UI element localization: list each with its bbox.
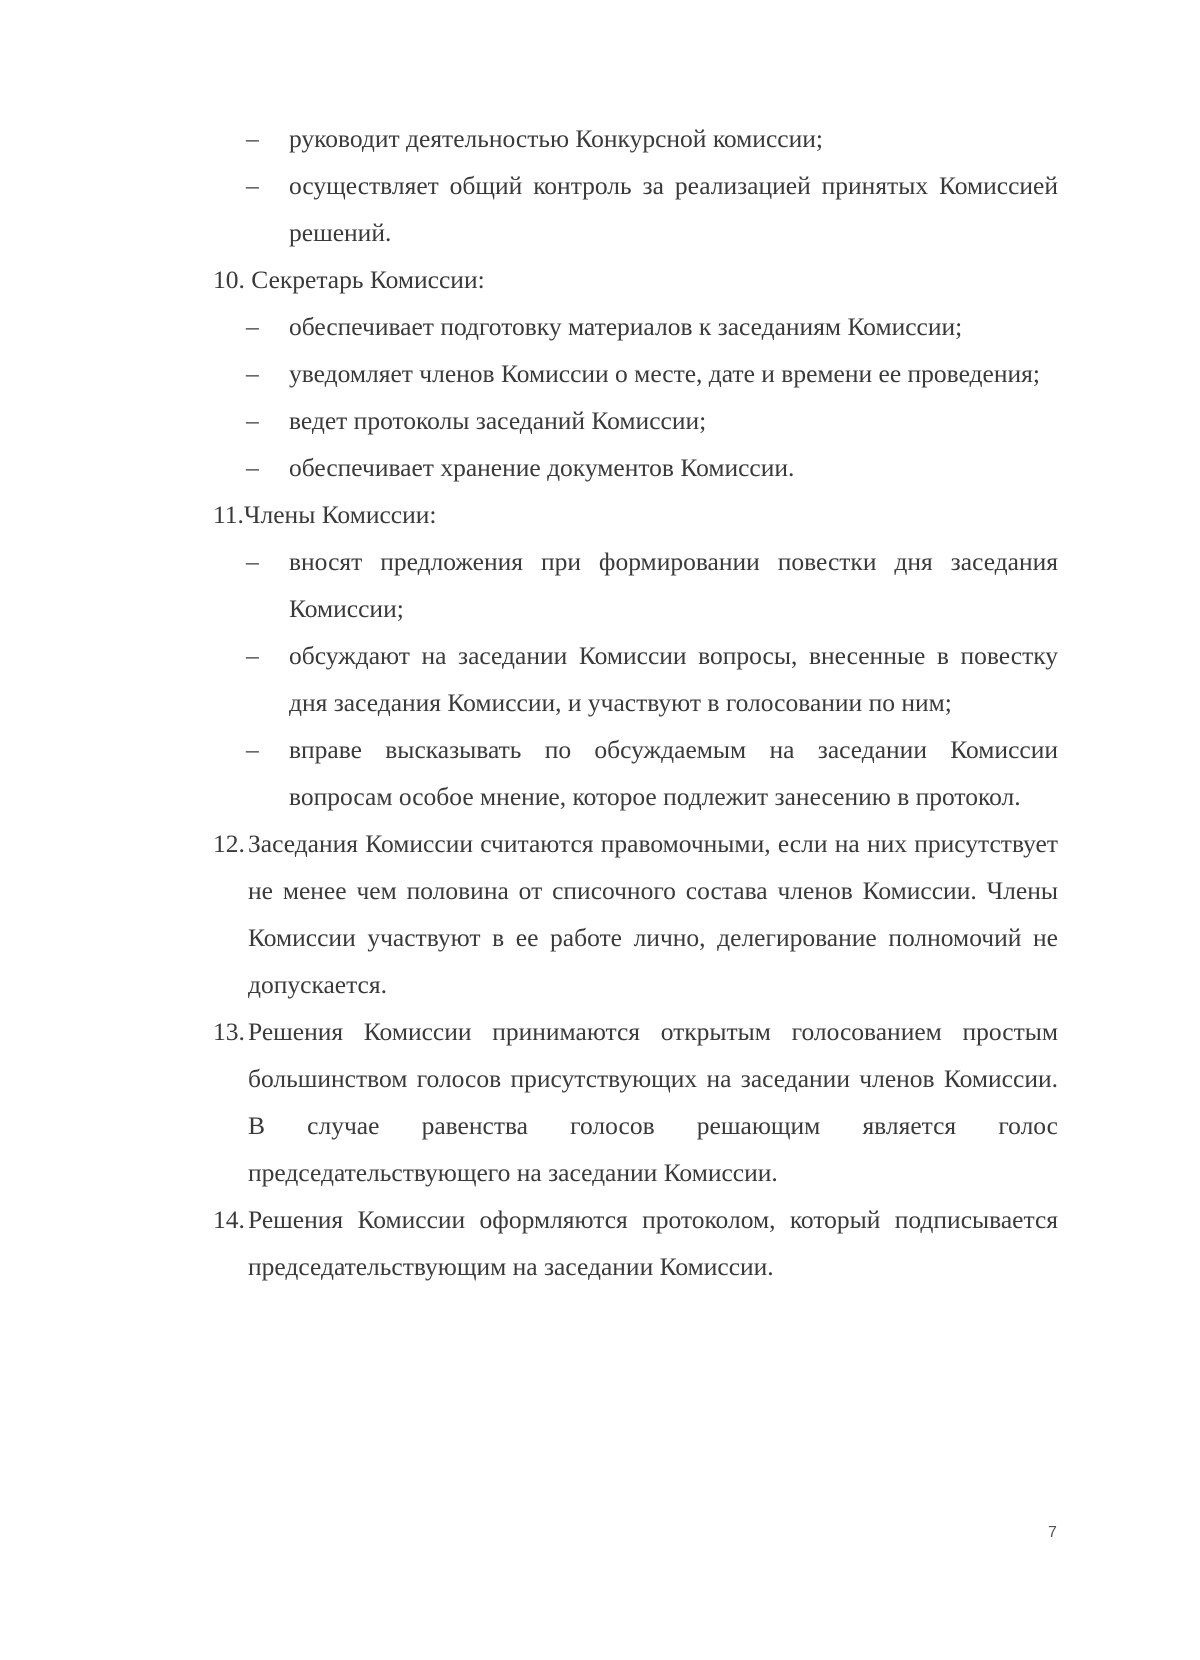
item-13 [213,1008,1058,1196]
chair-duty-item [213,162,1058,256]
chair-duty-text: руководит деятельностью Конкурсной комиссии; [289,124,823,153]
list-dash: – [246,406,259,435]
item-12 [213,820,1058,1008]
document-body [213,115,1058,1290]
member-duty-text: вносят предложения при формировании повестки дня заседания Комиссии; [289,547,1058,623]
list-dash: – [246,641,259,670]
list-dash: – [246,547,259,576]
item-text: Решения Комиссии оформляются протоколом, который подписывается председательствующим на заседании Комиссии. [248,1205,1058,1281]
secretary-duty-text: обеспечивает подготовку материалов к заседаниям Комиссии; [289,312,963,341]
member-duty-text: обсуждают на заседании Комиссии вопросы, внесенные в повестку дня заседания Комиссии, и участвуют в голосовании по ним; [289,641,1058,717]
item-text: Решения Комиссии принимаются открытым голосованием простым большинством голосов присутствующих на заседании членов Комиссии. В случае равенства голосов решающим является голос председательствующего на заседании Комиссии. [248,1017,1058,1187]
chair-duty-text: осуществляет общий контроль за реализацией принятых Комиссией решений. [289,171,1058,247]
list-dash: – [246,171,259,200]
secretary-duty-item [213,397,1058,444]
chair-duty-item [213,115,1058,162]
members-heading: 11.Члены Комиссии: [213,500,437,529]
secretary-duty-item [213,350,1058,397]
item-number: 12. [213,829,245,858]
secretary-duty-text: уведомляет членов Комиссии о месте, дате и времени ее проведения; [289,359,1040,388]
secretary-heading: 10. Секретарь Комиссии: [213,265,485,294]
secretary-duty-item [213,444,1058,491]
member-duty-item [213,726,1058,820]
list-dash: – [246,453,259,482]
item-number: 13. [213,1017,245,1046]
secretary-duty-text: обеспечивает хранение документов Комиссии. [289,453,795,482]
member-duty-text: вправе высказывать по обсуждаемым на заседании Комиссии вопросам особое мнение, которое подлежит занесению в протокол. [289,735,1058,811]
list-dash: – [246,359,259,388]
item-number: 14. [213,1205,245,1234]
item-14 [213,1196,1058,1290]
item-text: Заседания Комиссии считаются правомочными, если на них присутствует не менее чем половина от списочного состава членов Комиссии. Члены Комиссии участвуют в ее работе лично, делегирование полномочий не допускается. [248,829,1058,999]
member-duty-item [213,632,1058,726]
page-number: 7 [1048,1524,1057,1541]
list-dash: – [246,124,259,153]
secretary-duty-item [213,303,1058,350]
list-dash: – [246,312,259,341]
member-duty-item [213,538,1058,632]
list-dash: – [246,735,259,764]
secretary-duty-text: ведет протоколы заседаний Комиссии; [289,406,707,435]
